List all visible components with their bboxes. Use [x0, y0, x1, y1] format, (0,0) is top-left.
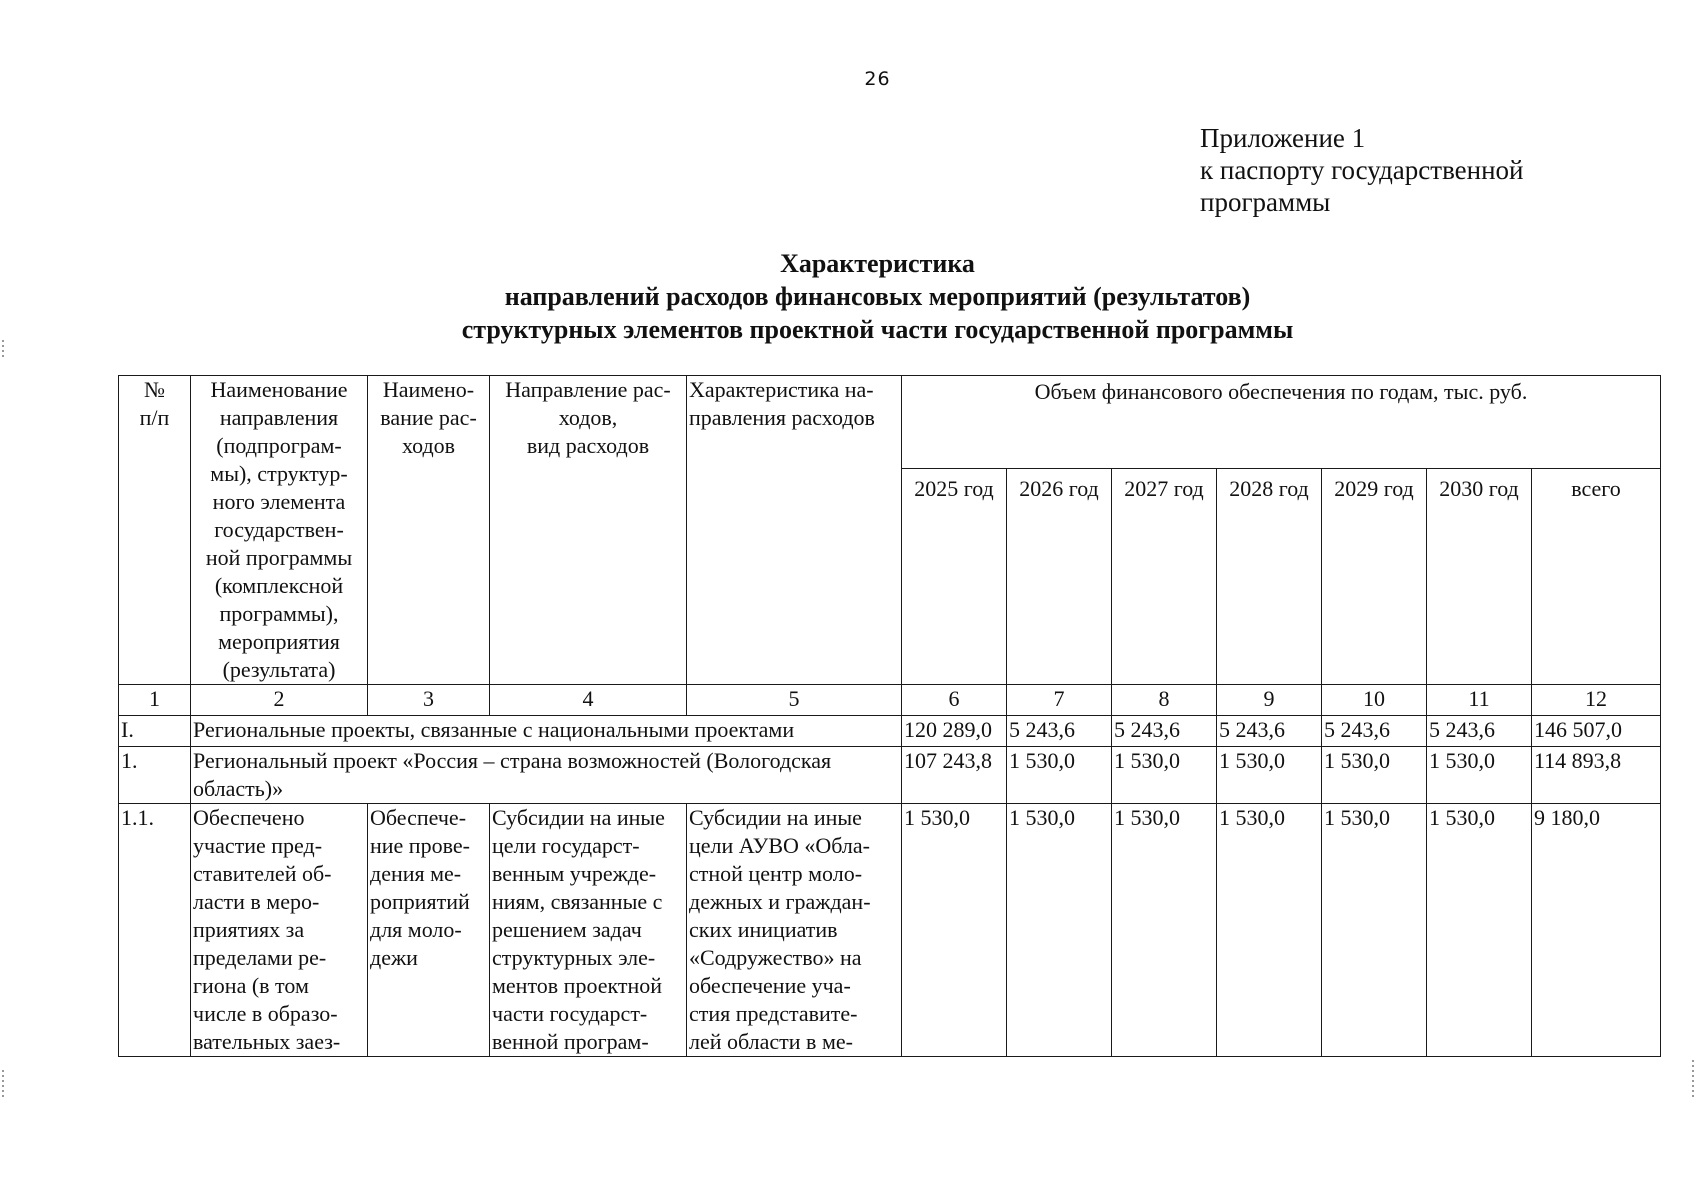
value-total: 114 893,8 — [1532, 747, 1661, 804]
header-expense-name: Наимено- вание рас- ходов — [368, 376, 490, 685]
row-direction-name: Обеспечено участие пред- ставителей об- ласти в меро- приятиях за пределами ре- гиона (в том числе в образо- вательных заез- — [191, 804, 368, 1057]
column-number: 5 — [687, 685, 902, 716]
value-2026: 1 530,0 — [1007, 747, 1112, 804]
value-2025: 120 289,0 — [902, 716, 1007, 747]
appendix-line: Приложение 1 — [1200, 123, 1366, 153]
year-2027: 2027 год — [1112, 468, 1217, 684]
value-2027: 1 530,0 — [1112, 804, 1217, 1057]
value-2028: 1 530,0 — [1217, 804, 1322, 1057]
header-volume: Объем финансового обеспечения по годам, тыс. руб. — [902, 376, 1661, 469]
year-2029: 2029 год — [1322, 468, 1427, 684]
title-line: структурных элементов проектной части государственной программы — [461, 315, 1294, 344]
value-2025: 107 243,8 — [902, 747, 1007, 804]
table-row — [119, 804, 1661, 1057]
appendix-line: к паспорту государственной — [1200, 155, 1524, 185]
year-2030: 2030 год — [1427, 468, 1532, 684]
row-name: Региональный проект «Россия – страна возможностей (Вологодская область)» — [191, 747, 902, 804]
header-row — [119, 376, 1661, 469]
column-number: 3 — [368, 685, 490, 716]
value-2025: 1 530,0 — [902, 804, 1007, 1057]
table-row — [119, 716, 1661, 747]
year-2026: 2026 год — [1007, 468, 1112, 684]
value-2026: 1 530,0 — [1007, 804, 1112, 1057]
column-number: 8 — [1112, 685, 1217, 716]
year-total: всего — [1532, 468, 1661, 684]
value-2027: 1 530,0 — [1112, 747, 1217, 804]
year-2025: 2025 год — [902, 468, 1007, 684]
scan-edge-mark — [2, 340, 4, 360]
scan-edge-mark — [2, 1070, 4, 1100]
value-2029: 1 530,0 — [1322, 747, 1427, 804]
value-total: 146 507,0 — [1532, 716, 1661, 747]
value-2026: 5 243,6 — [1007, 716, 1112, 747]
row-name: Региональные проекты, связанные с национальными проектами — [191, 716, 902, 747]
value-2027: 5 243,6 — [1112, 716, 1217, 747]
header-num: № п/п — [119, 376, 191, 685]
header-expense-direction: Направление рас- ходов, вид расходов — [490, 376, 687, 685]
column-number: 4 — [490, 685, 687, 716]
row-expense-direction: Субсидии на иные цели государст- венным учрежде- ниям, связанные с решением задач структурных эле- ментов проектной части государст- венной програм- — [490, 804, 687, 1057]
row-number: 1. — [119, 747, 191, 804]
value-2028: 5 243,6 — [1217, 716, 1322, 747]
row-expense-name: Обеспече- ние прове- дения ме- роприятий для моло- дежи — [368, 804, 490, 1057]
column-numbers-row — [119, 685, 1661, 716]
value-2030: 1 530,0 — [1427, 747, 1532, 804]
header-characteristic: Характеристика на- правления расходов — [687, 376, 902, 685]
value-2029: 5 243,6 — [1322, 716, 1427, 747]
value-total: 9 180,0 — [1532, 804, 1661, 1057]
document-title — [0, 247, 1697, 346]
value-2029: 1 530,0 — [1322, 804, 1427, 1057]
column-number: 12 — [1532, 685, 1661, 716]
page-number: 26 — [864, 68, 891, 90]
value-2030: 1 530,0 — [1427, 804, 1532, 1057]
column-number: 1 — [119, 685, 191, 716]
header-direction-name: Наименование направления (подпрограм- мы), структур- ного элемента государствен- ной программы (комплексной программы), мероприятия (результата) — [191, 376, 368, 685]
row-characteristic: Субсидии на иные цели АУВО «Обла- стной центр моло- дежных и граждан- ских инициатив «Содружество» на обеспечение уча- стия представите- лей области в ме- — [687, 804, 902, 1057]
scan-edge-mark — [1692, 1060, 1694, 1100]
title-line: направлений расходов финансовых мероприятий (результатов) — [504, 282, 1251, 311]
row-number: 1.1. — [119, 804, 191, 1057]
row-number: I. — [119, 716, 191, 747]
table-row — [119, 747, 1661, 804]
financing-table — [118, 375, 1661, 1057]
year-2028: 2028 год — [1217, 468, 1322, 684]
value-2028: 1 530,0 — [1217, 747, 1322, 804]
column-number: 6 — [902, 685, 1007, 716]
column-number: 2 — [191, 685, 368, 716]
value-2030: 5 243,6 — [1427, 716, 1532, 747]
appendix-line: программы — [1200, 187, 1331, 217]
appendix-note — [1200, 122, 1524, 218]
column-number: 10 — [1322, 685, 1427, 716]
column-number: 11 — [1427, 685, 1532, 716]
title-line: Характеристика — [780, 249, 975, 278]
column-number: 7 — [1007, 685, 1112, 716]
column-number: 9 — [1217, 685, 1322, 716]
